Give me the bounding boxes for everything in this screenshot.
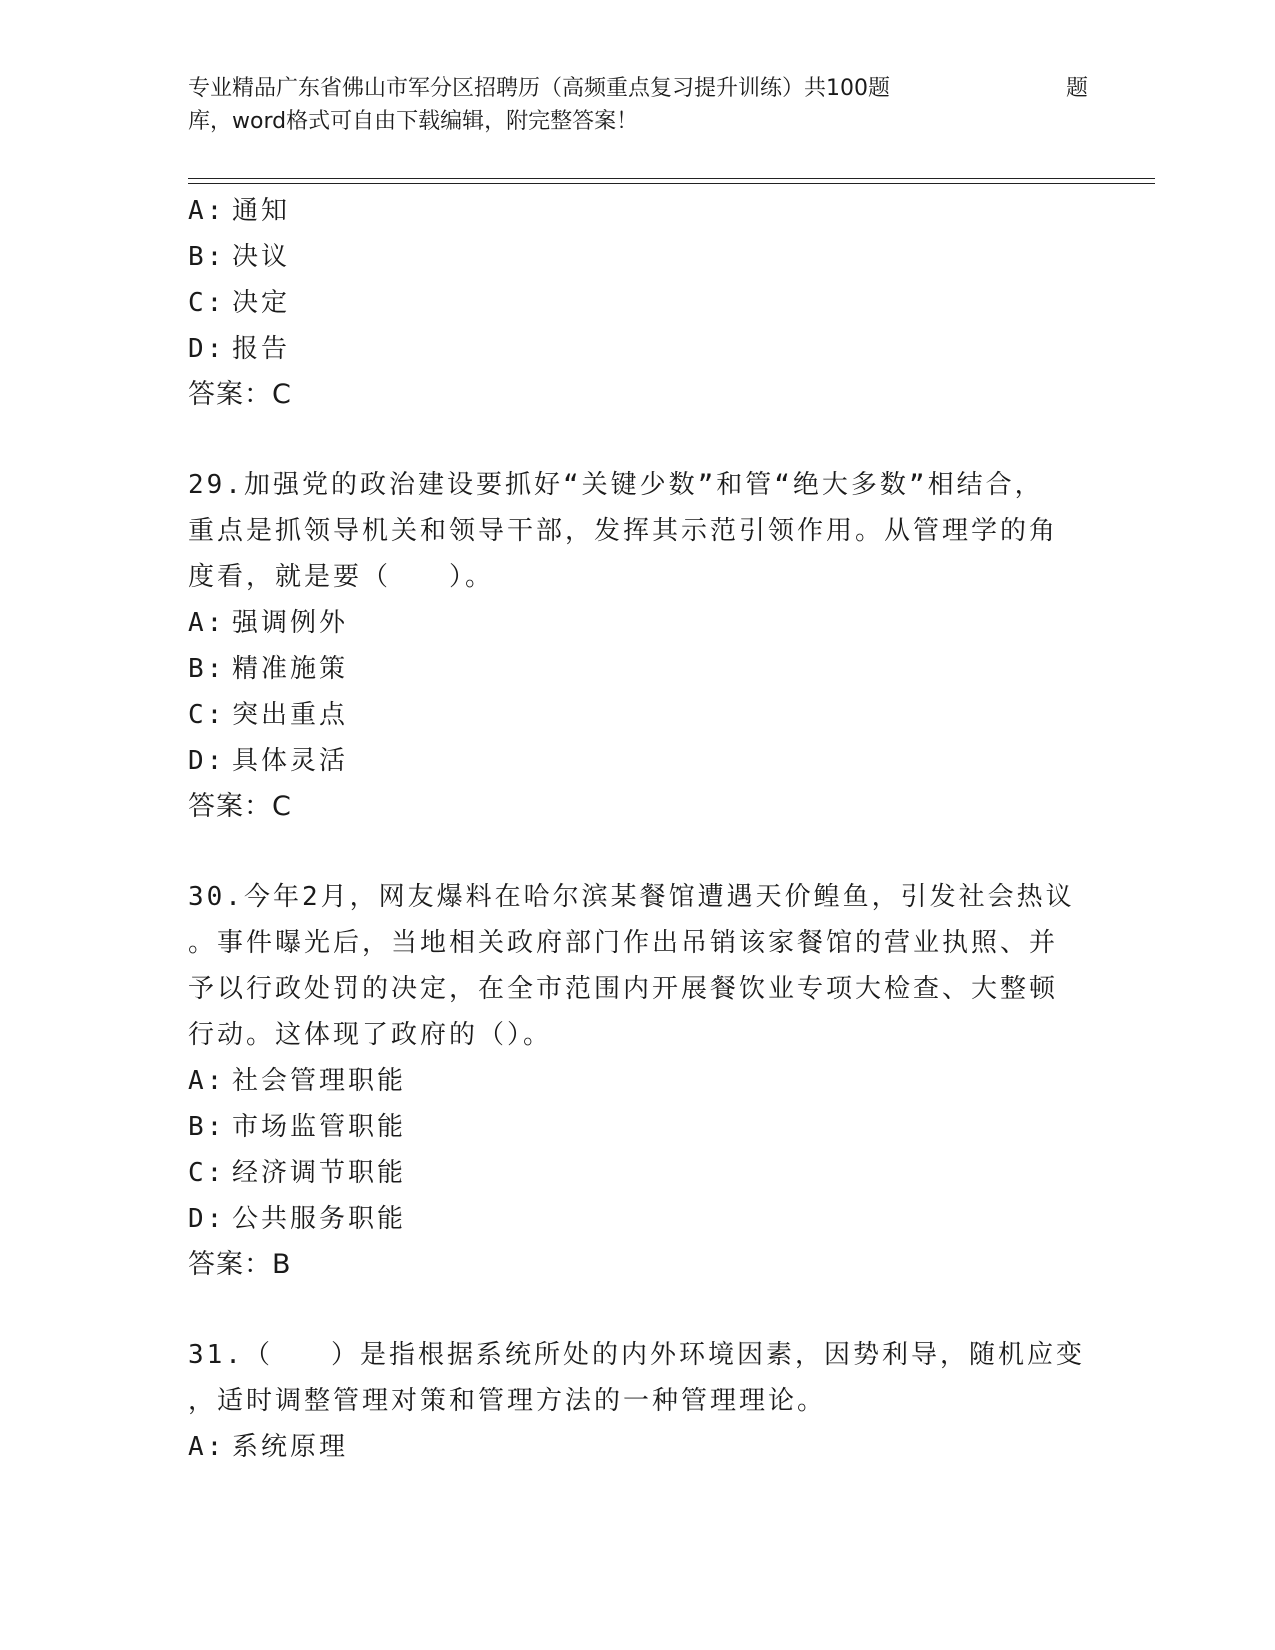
option-key: D: bbox=[188, 334, 226, 364]
option-a bbox=[188, 188, 1088, 234]
option-key: B: bbox=[188, 1112, 226, 1142]
header-divider-top bbox=[188, 178, 1155, 179]
option-text: 通知 bbox=[232, 196, 291, 226]
document-header bbox=[188, 72, 1088, 138]
option-text: 报告 bbox=[232, 334, 291, 364]
option-a bbox=[188, 600, 1088, 646]
header-title-line1: 专业精品广东省佛山市军分区招聘历（高频重点复习提升训练）共100题 bbox=[188, 76, 890, 101]
question-text-line: 予以行政处罚的决定，在全市范围内开展餐饮业专项大检查、大整顿 bbox=[188, 974, 1059, 1004]
question-text-line: 29.加强党的政治建设要抓好“关键少数”和管“绝大多数”相结合， bbox=[188, 470, 1044, 500]
option-c bbox=[188, 280, 1088, 326]
question-text-line: 重点是抓领导机关和领导干部，发挥其示范引领作用。从管理学的角 bbox=[188, 516, 1059, 546]
answer-line: 答案：C bbox=[188, 379, 292, 410]
question-text-line: ，适时调整管理对策和管理方法的一种管理理论。 bbox=[188, 1386, 827, 1416]
question-text-line: 31.（ ）是指根据系统所处的内外环境因素，因势利导，随机应变 bbox=[188, 1340, 1085, 1370]
spacer bbox=[188, 830, 1088, 874]
option-key: D: bbox=[188, 1204, 226, 1234]
spacer bbox=[188, 418, 1088, 462]
option-c bbox=[188, 692, 1088, 738]
option-key: C: bbox=[188, 700, 226, 730]
question-28 bbox=[188, 188, 1088, 418]
option-a bbox=[188, 1424, 1088, 1470]
option-text: 强调例外 bbox=[232, 608, 349, 638]
option-key: B: bbox=[188, 242, 226, 272]
question-text-line: 行动。这体现了政府的（）。 bbox=[188, 1020, 553, 1050]
option-key: D: bbox=[188, 746, 226, 776]
option-b bbox=[188, 234, 1088, 280]
option-text: 具体灵活 bbox=[232, 746, 349, 776]
question-29 bbox=[188, 462, 1088, 830]
option-text: 决定 bbox=[232, 288, 291, 318]
option-d bbox=[188, 1196, 1088, 1242]
option-key: C: bbox=[188, 288, 226, 318]
answer-line: 答案：C bbox=[188, 791, 292, 822]
option-c bbox=[188, 1150, 1088, 1196]
header-title-line2: 库，word格式可自由下载编辑，附完整答案！ bbox=[188, 109, 639, 134]
option-a bbox=[188, 1058, 1088, 1104]
option-text: 突出重点 bbox=[232, 700, 349, 730]
option-key: A: bbox=[188, 196, 226, 226]
option-text: 公共服务职能 bbox=[232, 1204, 407, 1234]
option-key: A: bbox=[188, 1066, 226, 1096]
question-list bbox=[188, 188, 1088, 1470]
option-text: 市场监管职能 bbox=[232, 1112, 407, 1142]
header-title-line1-tail: 题 bbox=[1065, 76, 1088, 101]
spacer bbox=[188, 1288, 1088, 1332]
option-d bbox=[188, 738, 1088, 784]
answer-line: 答案：B bbox=[188, 1249, 292, 1280]
question-text-line: 。事件曝光后，当地相关政府部门作出吊销该家餐馆的营业执照、并 bbox=[188, 928, 1059, 958]
option-text: 精准施策 bbox=[232, 654, 349, 684]
option-key: A: bbox=[188, 608, 226, 638]
question-text-line: 30.今年2月，网友爆料在哈尔滨某餐馆遭遇天价鳇鱼，引发社会热议 bbox=[188, 882, 1075, 912]
option-key: C: bbox=[188, 1158, 226, 1188]
option-d bbox=[188, 326, 1088, 372]
question-31 bbox=[188, 1332, 1088, 1470]
option-text: 社会管理职能 bbox=[232, 1066, 407, 1096]
question-30 bbox=[188, 874, 1088, 1288]
question-text-line: 度看，就是要（ ）。 bbox=[188, 562, 495, 592]
header-divider-bottom bbox=[188, 183, 1155, 184]
option-text: 经济调节职能 bbox=[232, 1158, 407, 1188]
option-key: A: bbox=[188, 1432, 226, 1462]
option-text: 系统原理 bbox=[232, 1432, 349, 1462]
option-text: 决议 bbox=[232, 242, 291, 272]
option-key: B: bbox=[188, 654, 226, 684]
option-b bbox=[188, 646, 1088, 692]
option-b bbox=[188, 1104, 1088, 1150]
